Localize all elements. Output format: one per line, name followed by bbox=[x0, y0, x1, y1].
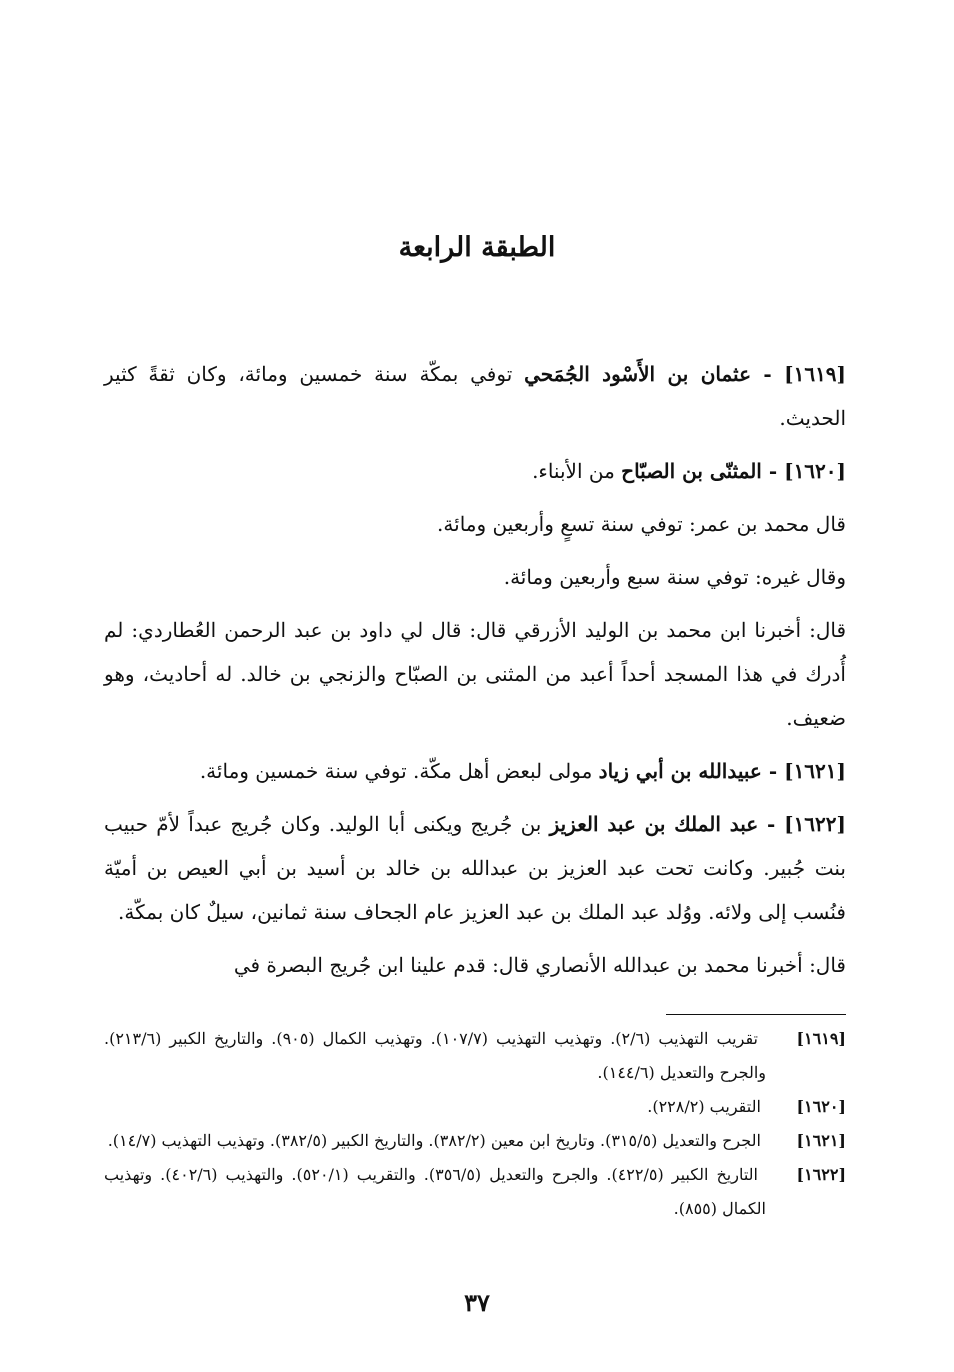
entry-name-text: عبيدالله بن أبي زياد bbox=[598, 759, 762, 783]
footnote bbox=[104, 1124, 846, 1158]
page-number: ٣٧ bbox=[464, 1288, 490, 1317]
entry-name: - عثمان بن الأَسْود الجُمَحي bbox=[524, 362, 785, 386]
entry-name: - عبيدالله بن أبي زياد bbox=[598, 759, 785, 783]
footnote bbox=[104, 1090, 846, 1124]
section-title: الطبقة الرابعة bbox=[398, 232, 556, 263]
entry-name: - عبد الملك بن عبد العزيز bbox=[549, 812, 785, 836]
entry-number: [١٦٢٢] bbox=[784, 812, 846, 836]
entry-number: [١٦٢٠] bbox=[784, 459, 846, 483]
paragraph-1620c: قال: أخبرنا ابن محمد بن الوليد الأزرقي قال: قال لي داود بن عبد الرحمن العُطاردي: لم أُدرك في هذا المسجد أحداً أعبد من المثنى بن الصبّاح والزنجي بن خالد. له أحاديث، وهو ضعيف. bbox=[104, 618, 846, 730]
entry-1622 bbox=[104, 802, 846, 934]
entry-name-text: عبد الملك بن عبد العزيز bbox=[549, 812, 759, 836]
entry-text: توفي بمكّة سنة خمسين ومائة، وكان ثقةً كثير الحديث. bbox=[104, 362, 846, 430]
footnote-text: تقريب التهذيب (٢/٦). وتهذيب التهذيب (١٠٧/٧). وتهذيب الكمال (٩٠٥). والتاريخ الكبير (٢١٣/٦). والجرح والتعديل (١٤٤/٦). bbox=[104, 1029, 766, 1082]
paragraph-1622b: قال: أخبرنا محمد بن عبدالله الأنصاري قال: قدم علينا ابن جُريج البصرة في bbox=[233, 953, 846, 977]
footnote-number: [١٦٢٢] bbox=[796, 1165, 847, 1184]
entry-name-text: المثنّى بن الصبّاح bbox=[621, 459, 762, 483]
entry-text: من الأبناء. bbox=[532, 459, 622, 483]
entry-1621 bbox=[104, 749, 846, 793]
entry-number: [١٦١٩] bbox=[784, 362, 847, 386]
entry-1620 bbox=[104, 449, 846, 493]
entry-1619 bbox=[104, 352, 846, 440]
footnotes bbox=[104, 1022, 846, 1226]
paragraph-1620b: وقال غيره: توفي سنة سبع وأربعين ومائة. bbox=[503, 565, 846, 589]
footnote-divider bbox=[666, 1014, 846, 1015]
footnote-text: التاريخ الكبير (٤٢٢/٥). والجرح والتعديل (٣٥٦/٥). والتقريب (٥٢٠/١). والتهذيب (٤٠٢/٦). وتهذيب الكمال (٨٥٥). bbox=[104, 1165, 766, 1218]
footnote-text: الجرح والتعديل (٣١٥/٥). وتاريخ ابن معين (٣٨٢/٢). والتاريخ الكبير (٣٨٢/٥). وتهذيب التهذيب (١٤/٧). bbox=[107, 1131, 761, 1150]
footnote-text: التقريب (٢٢٨/٢). bbox=[647, 1097, 761, 1116]
paragraph-1620a: قال محمد بن عمر: توفي سنة تسعٍ وأربعين ومائة. bbox=[437, 512, 846, 536]
entry-number: [١٦٢١] bbox=[784, 759, 846, 783]
footnote bbox=[104, 1158, 846, 1226]
footnote bbox=[104, 1022, 846, 1090]
main-text bbox=[104, 352, 846, 996]
entry-text: بن جُريج ويكنى أبا الوليد. وكان جُريج عبداً لأمّ حبيب بنت جُبير. وكانت تحت عبد العزيز بن عبدالله بن خالد بن أسيد بن أبي العيص بن أميّة فنُسب إلى ولائه. ووُلد عبد الملك بن عبد العزيز عام الجحاف سنة ثمانين، سيلٌ كان بمكّة. bbox=[104, 812, 846, 924]
footnote-number: [١٦٢٠] bbox=[796, 1097, 846, 1116]
entry-name-text: عثمان بن الأَسْود الجُمَحي bbox=[524, 362, 752, 386]
entry-name: - المثنّى بن الصبّاح bbox=[621, 459, 785, 483]
entry-text: مولى لبعض أهل مكّة. توفي سنة خمسين ومائة. bbox=[199, 759, 599, 783]
footnote-number: [١٦٢١] bbox=[796, 1131, 846, 1150]
footnote-number: [١٦١٩] bbox=[796, 1029, 846, 1048]
